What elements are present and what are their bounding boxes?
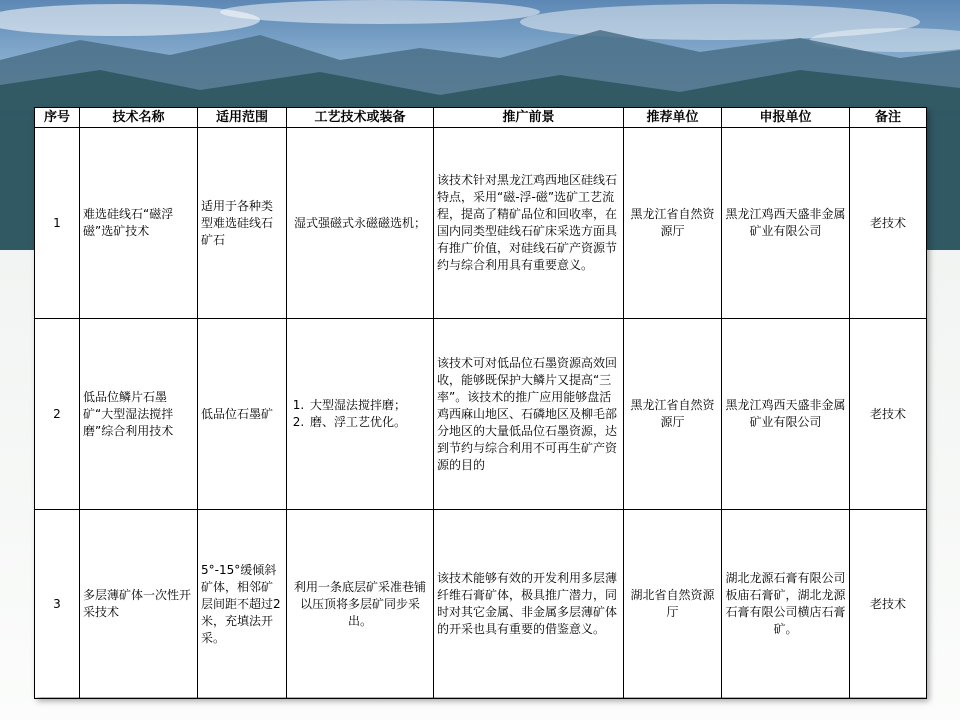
applicant: 湖北龙源石膏有限公司板庙石膏矿，湖北龙源石膏有限公司横店石膏矿。 (722, 510, 850, 699)
header-applicant: 申报单位 (722, 108, 850, 128)
header-scope: 适用范围 (198, 108, 287, 128)
header-prospect: 推广前景 (434, 108, 624, 128)
applicant: 黑龙江鸡西天盛非金属矿业有限公司 (722, 128, 850, 319)
header-no: 序号 (35, 108, 80, 128)
recommender: 湖北省自然资源厅 (624, 510, 722, 699)
table-row (35, 510, 927, 699)
technology-table (34, 107, 927, 699)
process: 湿式强磁式永磁磁选机； (287, 128, 434, 319)
process-list (290, 397, 430, 431)
header-process: 工艺技术或装备 (287, 108, 434, 128)
applicant: 黑龙江鸡西天盛非金属矿业有限公司 (722, 319, 850, 510)
scope: 适用于各种类型难选硅线石矿石 (198, 128, 287, 319)
process-item: 1. 大型湿法搅拌磨； (308, 397, 430, 414)
technology-table-container (34, 107, 926, 697)
tech-name: 低品位鳞片石墨矿“大型湿法搅拌磨”综合利用技术 (80, 319, 198, 510)
tech-name: 难选硅线石“磁浮磁”选矿技术 (80, 128, 198, 319)
table-header-row (35, 108, 927, 128)
header-recommender: 推荐单位 (624, 108, 722, 128)
scope: 5°-15°缓倾斜矿体，相邻矿层间距不超过2米，充填法开采。 (198, 510, 287, 699)
header-tech-name: 技术名称 (80, 108, 198, 128)
table-row (35, 319, 927, 510)
recommender: 黑龙江省自然资源厅 (624, 128, 722, 319)
row-number: 3 (35, 510, 80, 699)
prospect: 该技术可对低品位石墨资源高效回收，能够既保护大鳞片又提高“三率”。该技术的推广应用能够盘活鸡西麻山地区、石磷地区及柳毛部分地区的大量低品位石墨资源，达到节约与综合利用不可再生矿产资源的目的 (434, 319, 624, 510)
note: 老技术 (850, 510, 927, 699)
prospect: 该技术能够有效的开发利用多层薄纤维石膏矿体，极具推广潜力，同时对其它金属、非金属多层薄矿体的开采也具有重要的借鉴意义。 (434, 510, 624, 699)
tech-name: 多层薄矿体一次性开采技术 (80, 510, 198, 699)
prospect: 该技术针对黑龙江鸡西地区硅线石特点，采用“磁-浮-磁”选矿工艺流程，提高了精矿品位和回收率，在国内同类型硅线石矿床采选方面具有推广价值，对硅线石矿产资源节约与综合利用具有重要意义。 (434, 128, 624, 319)
header-note: 备注 (850, 108, 927, 128)
note: 老技术 (850, 128, 927, 319)
row-number: 2 (35, 319, 80, 510)
note: 老技术 (850, 319, 927, 510)
row-number: 1 (35, 128, 80, 319)
scope: 低品位石墨矿 (198, 319, 287, 510)
recommender: 黑龙江省自然资源厅 (624, 319, 722, 510)
process-item: 2. 磨、浮工艺优化。 (308, 414, 430, 431)
table-row (35, 128, 927, 319)
process (287, 319, 434, 510)
process: 利用一条底层矿采准巷铺以压顶将多层矿同步采出。 (287, 510, 434, 699)
